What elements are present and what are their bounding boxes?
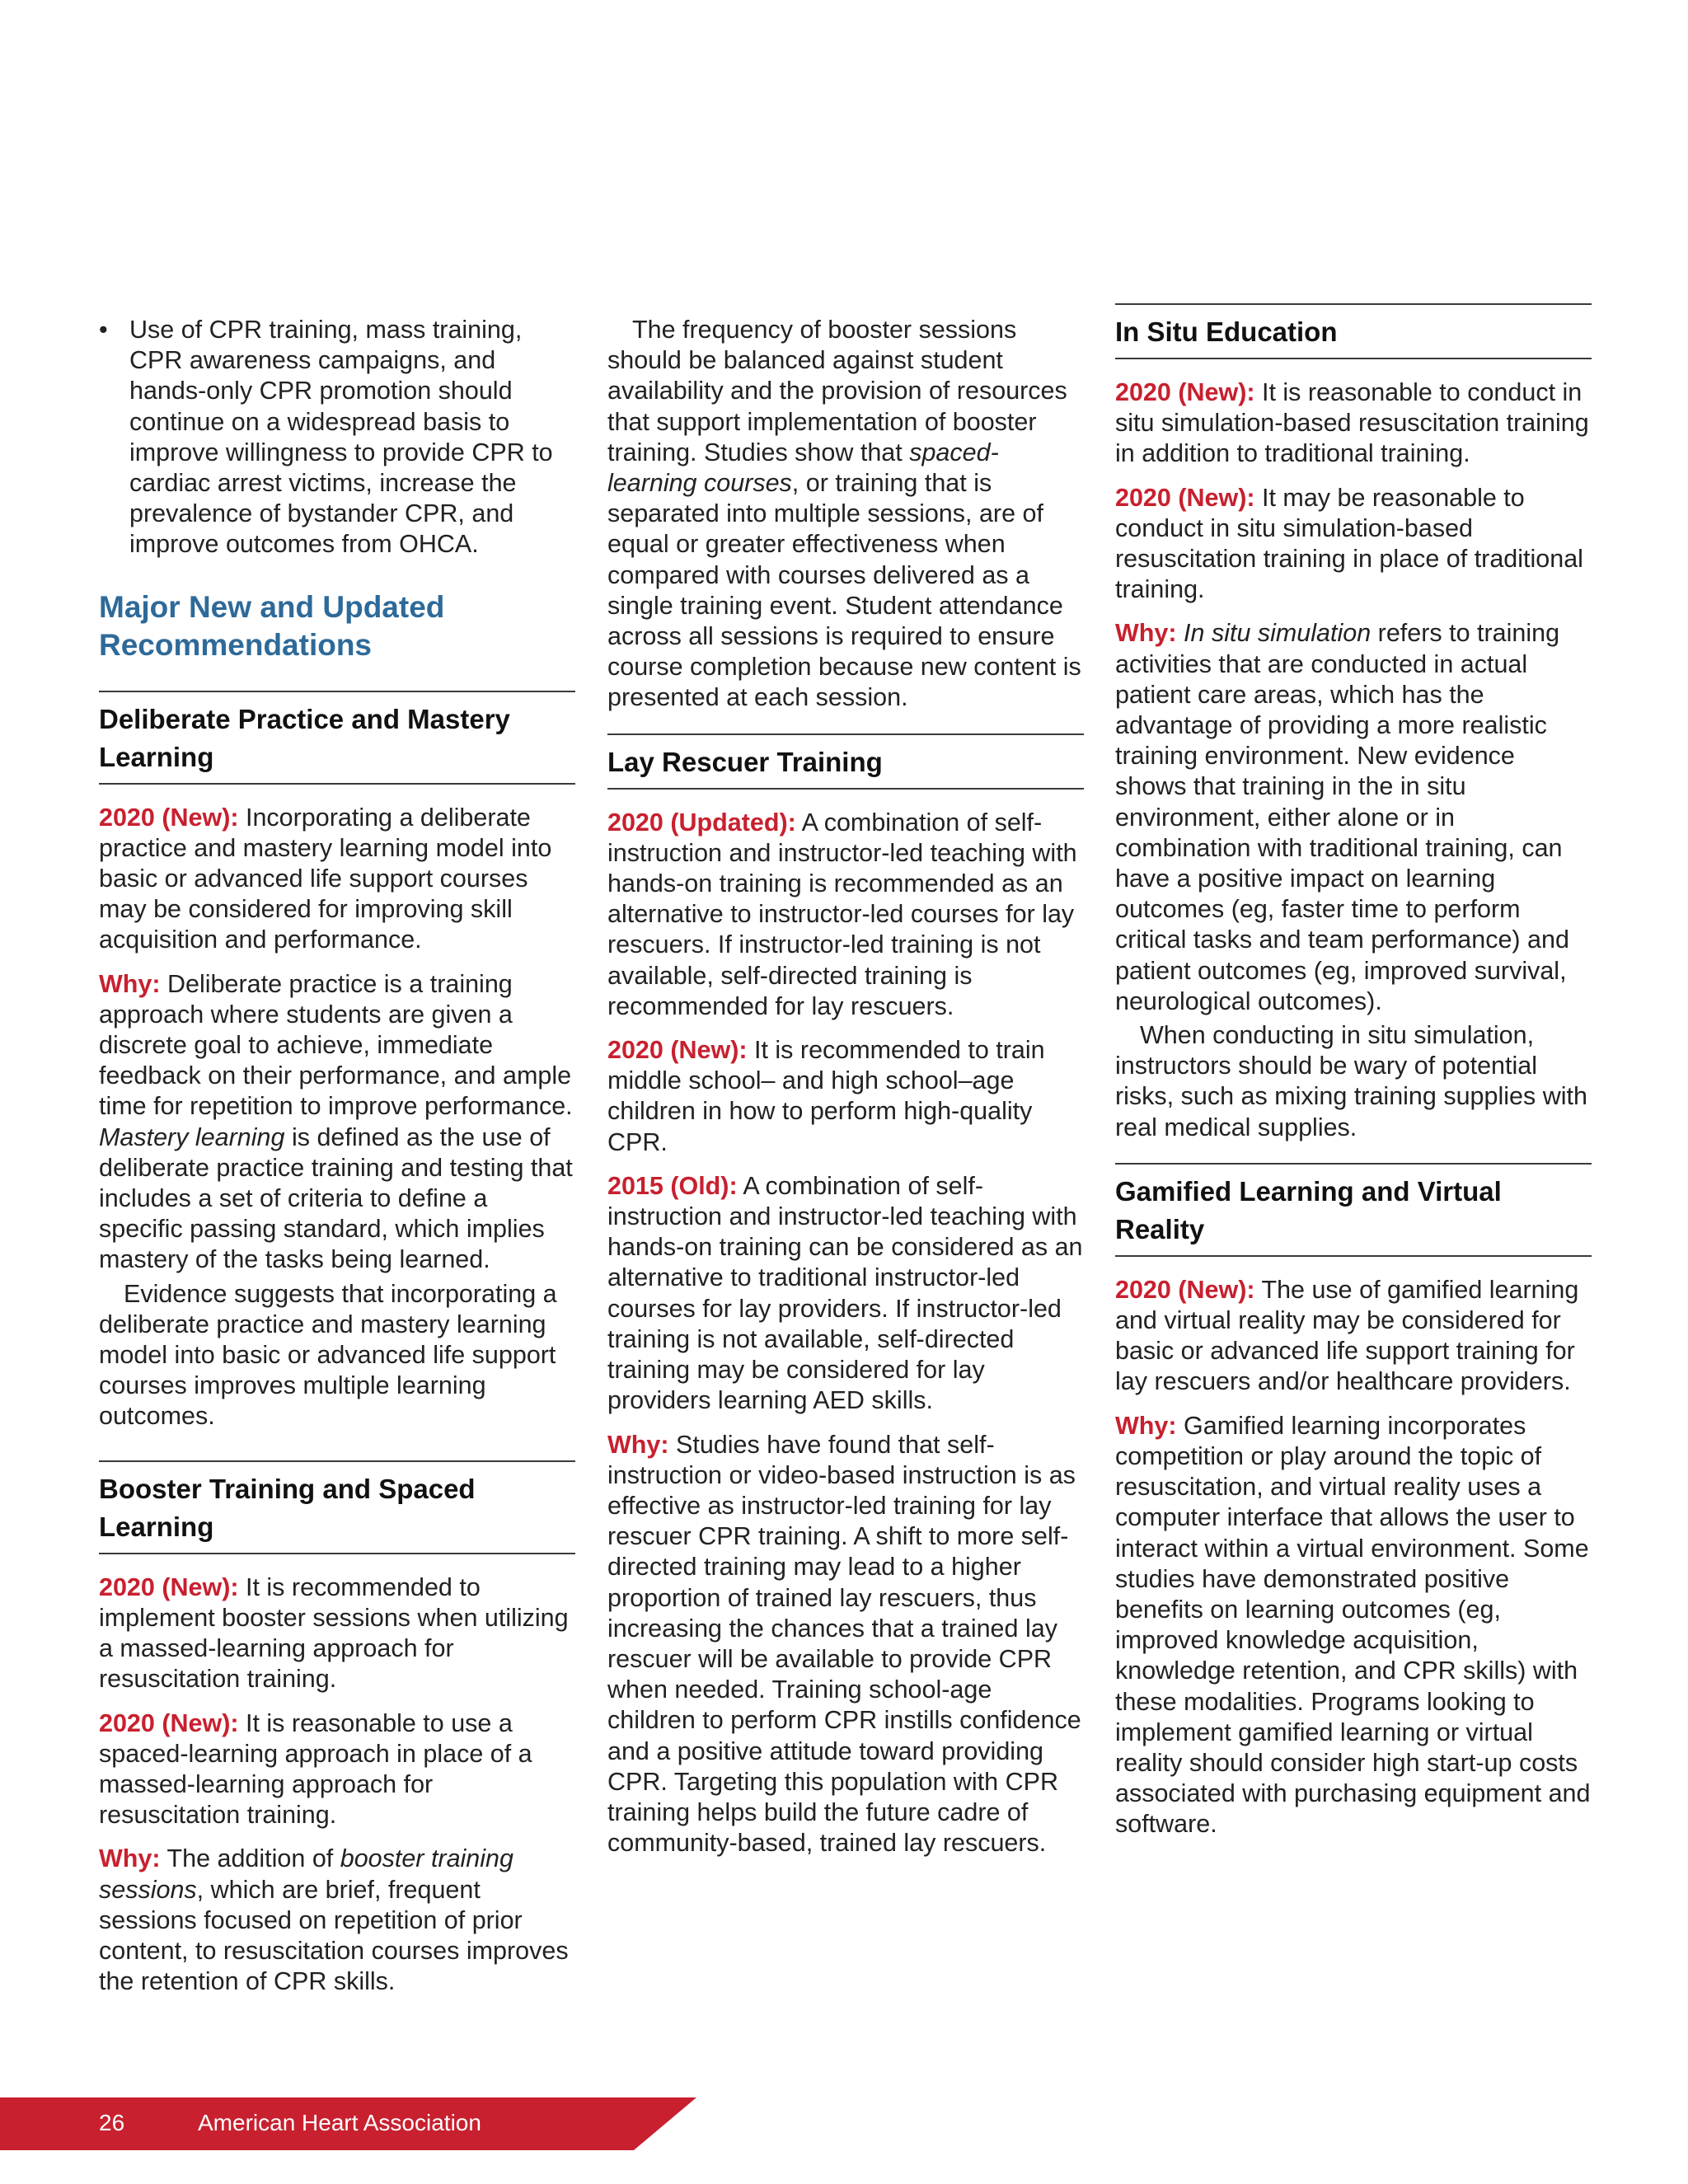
recommendation-text: A combination of self-instruction and instructor-led teaching with hands-on training is recommended as an alternative to instructor-led courses for lay rescuers. If instructor-led training is not available, self-directed training is recommended for lay rescuers.: [607, 808, 1077, 1020]
why-label: Why:: [99, 1844, 161, 1873]
recommendation-paragraph: [1115, 377, 1592, 470]
recommendation-paragraph: [99, 803, 575, 956]
emphasis-term: In situ simulation: [1184, 619, 1372, 648]
body-text: The frequency of booster sessions should be balanced against student availability and the provision of resources that support implementation of booster training. Studies show that: [607, 316, 1067, 466]
body-paragraph: When conducting in situ simulation, instructors should be wary of potential risks, such as mixing training supplies with real medical supplies.: [1115, 1021, 1587, 1141]
why-text: The addition of: [160, 1844, 340, 1873]
body-paragraph: [607, 315, 1084, 714]
recommendation-text: It is reasonable to conduct in situ simulation-based resuscitation training in addition to traditional training.: [1115, 378, 1589, 468]
emphasis-term: booster training sessions: [99, 1844, 513, 1904]
why-text: is defined as the use of deliberate practice training and testing that includes a set of criteria to define a specific passing standard, which implies mastery of the tasks being learned.: [99, 1122, 573, 1274]
recommendation-paragraph: [99, 1708, 575, 1831]
why-label: Why:: [1115, 1411, 1177, 1440]
why-paragraph: [1115, 1411, 1592, 1840]
why-text: Studies have found that self-instruction or video-based instruction is as effective as instructor-led training for lay rescuer CPR training. A shift to more self-directed training may lead to a higher proportion of trained lay rescuers, thus increasing the chances that a trained lay rescuer will be available to provide CPR when needed. Training school-age children to perform CPR instills confidence and a positive attitude toward providing CPR. Targeting this population with CPR training helps build the future cadre of community-based, trained lay rescuers.: [607, 1430, 1081, 1858]
bullet-list: [99, 315, 575, 560]
recommendation-label: 2020 (New):: [1115, 483, 1255, 512]
recommendation-paragraph: [607, 808, 1084, 1022]
recommendation-paragraph: [607, 1171, 1084, 1417]
recommendation-label: 2020 (New):: [1115, 378, 1255, 406]
section-heading-lay-rescuer-training: Lay Rescuer Training: [607, 733, 1084, 790]
recommendation-label: 2020 (New):: [99, 1708, 239, 1737]
why-paragraph: [1115, 618, 1592, 1017]
body-text: , or training that is separated into multiple sessions, are of equal or greater effectiveness when compared with courses delivered as a single training event. Student attendance across all sessions is required to ensure course completion because new content is presented at each session.: [607, 469, 1081, 712]
recommendation-text: It is recommended to implement booster sessions when utilizing a massed-learning approach for resuscitation training.: [99, 1572, 569, 1694]
body-paragraph: Evidence suggests that incorporating a deliberate practice and mastery learning model into basic or advanced life support courses improves multiple learning outcomes.: [99, 1279, 557, 1431]
recommendation-paragraph: [607, 1035, 1084, 1158]
recommendation-text: It may be reasonable to conduct in situ simulation-based resuscitation training in place of traditional training.: [1115, 483, 1583, 604]
major-heading: Major New and Updated Recommendations: [99, 589, 445, 662]
recommendation-label: 2020 (New):: [99, 1572, 239, 1601]
recommendation-text: It is recommended to train middle school– and high school–age children in how to perform high-quality CPR.: [607, 1036, 1045, 1156]
column-2: [607, 315, 1084, 1872]
emphasis-term: spaced-learning courses: [607, 438, 999, 498]
section-heading-in-situ-education: In Situ Education: [1115, 303, 1592, 359]
recommendation-paragraph: [99, 1572, 575, 1695]
recommendation-label: 2015 (Old):: [607, 1171, 738, 1200]
recommendation-label: 2020 (New):: [607, 1036, 748, 1065]
recommendation-label: 2020 (Updated):: [607, 808, 796, 837]
emphasis-term: Mastery learning: [99, 1122, 285, 1151]
recommendation-text: The use of gamified learning and virtual reality may be considered for basic or advanced life support training for lay rescuers and/or healthcare providers.: [1115, 1275, 1579, 1396]
why-paragraph: [607, 1430, 1084, 1859]
recommendation-text: Incorporating a deliberate practice and mastery learning model into basic or advanced life support courses may be considered for improving skill acquisition and performance.: [99, 803, 552, 954]
column-3: [1115, 303, 1592, 1854]
recommendation-text: It is reasonable to use a spaced-learning approach in place of a massed-learning approach for resuscitation training.: [99, 1708, 532, 1830]
recommendation-paragraph: [1115, 483, 1592, 606]
column-1: [99, 315, 575, 2010]
section-heading-booster-training: Booster Training and Spaced Learning: [99, 1460, 575, 1554]
why-text: Gamified learning incorporates competition or play around the topic of resuscitation, and virtual reality uses a computer interface that allows the user to interact within a virtual environment. Some studies have demonstrated positive benefits on learning outcomes (eg, improved knowledge acquisition, knowledge retention, and CPR skills) with these modalities. Programs looking to implement gamified learning or virtual reality should consider high start-up costs associated with purchasing equipment and software.: [1115, 1411, 1591, 1839]
why-text: Deliberate practice is a training approach where students are given a discrete goal to achieve, immediate feedback on their performance, and ample time for repetition to improve performance.: [99, 969, 573, 1121]
page-number: 26: [99, 2110, 125, 2135]
why-label: Why:: [607, 1430, 669, 1459]
recommendation-label: 2020 (New):: [99, 803, 239, 832]
why-paragraph: [99, 969, 575, 1276]
footer-organization: American Heart Association: [198, 2110, 481, 2135]
why-label: Why:: [1115, 619, 1177, 648]
section-heading-gamified-learning: Gamified Learning and Virtual Reality: [1115, 1163, 1592, 1257]
why-paragraph: [99, 1844, 575, 1997]
recommendation-text: A combination of self-instruction and instructor-led teaching with hands-on training can be considered as an alternative to traditional instructor-led courses for lay providers. If instructor-led training is not available, self-directed training may be considered for lay providers learning AED skills.: [607, 1171, 1083, 1415]
recommendation-label: 2020 (New):: [1115, 1275, 1255, 1304]
why-text: refers to training activities that are conducted in actual patient care areas, which has the advantage of providing a more realistic training environment. New evidence shows that training in the in situ environment, either alone or in combination with traditional training, can have a positive impact on learning outcomes (eg, faster time to perform critical tasks and team performance) and patient outcomes (eg, improved survival, neurological outcomes).: [1115, 619, 1569, 1015]
why-text: , which are brief, frequent sessions focused on repetition of prior content, to resuscitation courses improves the retention of CPR skills.: [99, 1875, 569, 1996]
bullet-item: • Use of CPR training, mass training, CPR awareness campaigns, and hands-only CPR promotion should continue on a widespread basis to improve willingness to provide CPR to cardiac arrest victims, increase the prevalence of bystander CPR, and improve outcomes from OHCA.: [99, 315, 575, 560]
section-heading-deliberate-practice: Deliberate Practice and Mastery Learning: [99, 691, 575, 785]
recommendation-paragraph: [1115, 1275, 1592, 1398]
why-label: Why:: [99, 969, 161, 998]
